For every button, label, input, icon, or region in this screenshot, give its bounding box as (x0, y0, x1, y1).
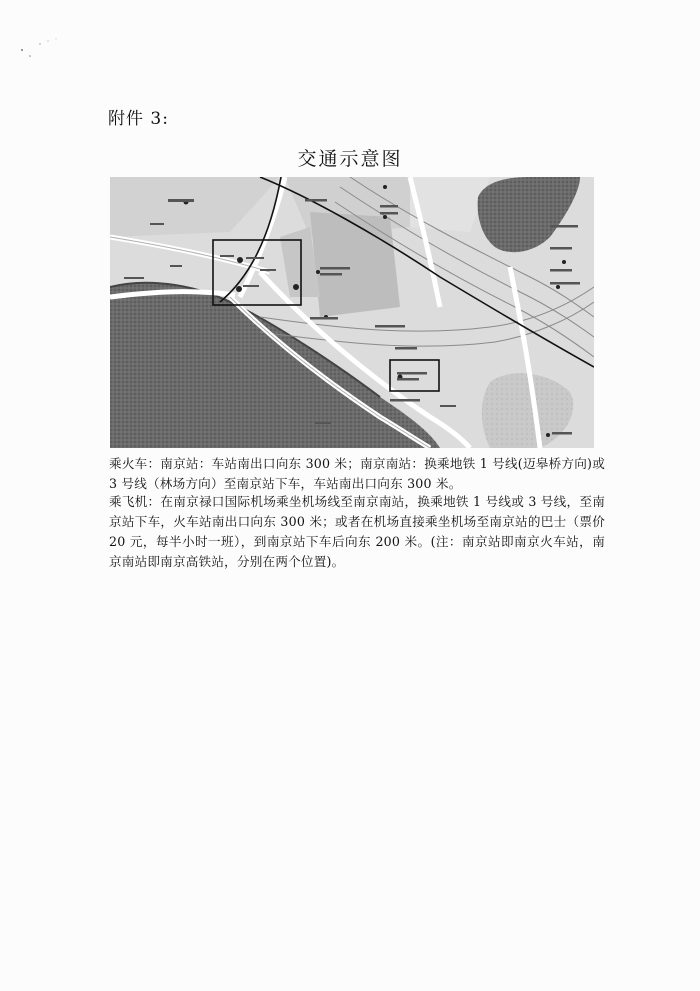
plane-directions: 乘飞机：在南京禄口国际机场乘坐机场线至南京南站，换乘地铁 1 号线或 3 号线，至南京站下车，火车站南出口向东 300 米；或者在机场直接乘坐机场至南京站的巴士（票价 20 元，每半小时一班），到南京站下车后向东 200 米。(注：南京站即南京火车站，南京南站即南京高铁站，分别在两个位置)。 (109, 494, 605, 569)
attachment-label: 附件 3: (108, 109, 169, 129)
train-directions: 乘火车：南京站：车站南出口向东 300 米；南京南站：换乘地铁 1 号线(迈皋桥方向)或 3 号线（林场方向）至南京站下车，车站南出口向东 300 米。 (109, 456, 605, 491)
scan-specks (18, 38, 68, 68)
traffic-map (110, 177, 594, 448)
page-title: 交通示意图 (297, 148, 403, 170)
